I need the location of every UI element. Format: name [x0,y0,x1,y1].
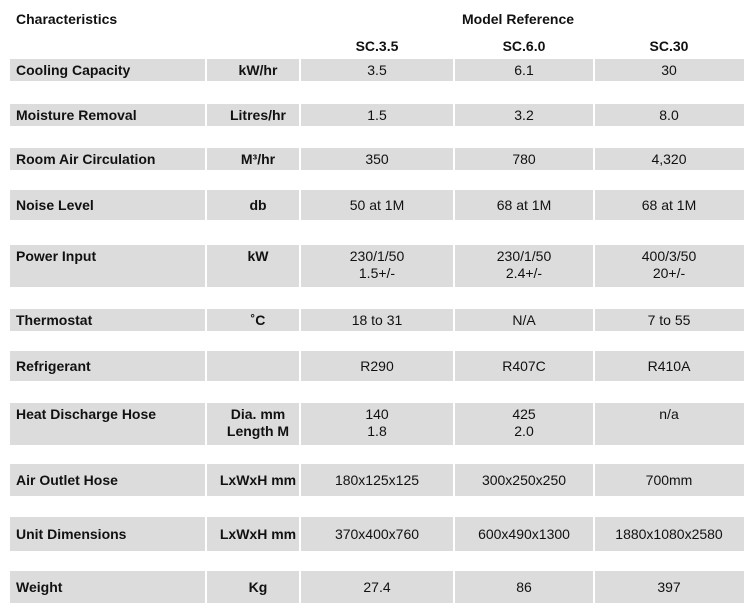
characteristic-label: Unit Dimensions [16,526,127,542]
sc35-value: R290 [360,358,394,374]
sc30-value: R410A [647,358,691,374]
sc30-value: 400/3/50 [641,248,697,264]
sc30-value: 397 [657,579,681,595]
spec-row [10,190,744,220]
sc60-value: 780 [512,151,536,167]
sc35-value: 230/1/50 [349,248,405,264]
unit-label: Kg [248,579,268,595]
sc35-value-secondary: 1.8 [367,423,387,439]
spec-row [10,403,744,445]
sc60-value-secondary: 2.0 [514,423,534,439]
sc60-value: 300x250x250 [481,472,567,488]
unit-label: LxWxH mm [219,526,297,542]
characteristic-label: Thermostat [16,312,93,328]
unit-label: db [249,197,267,213]
sc30-value: 700mm [645,472,693,488]
sc35-value: 1.5 [367,107,387,123]
sc35-value: 27.4 [363,579,391,595]
spec-row [10,571,744,603]
spec-row [10,309,744,331]
spec-row [10,517,744,551]
sc35-value: 370x400x760 [334,526,420,542]
sc30-value: 7 to 55 [647,312,691,328]
sc60-value: 68 at 1M [496,197,552,213]
spec-row [10,148,744,170]
unit-label: kW [247,248,269,264]
sc30-value: 30 [661,62,677,78]
sc60-value: 425 [512,406,536,422]
unit-label: kW/hr [238,62,278,78]
spec-row [10,351,744,381]
sc60-value: 600x490x1300 [478,526,570,542]
sc35-value: 140 [365,406,389,422]
model-sc35-heading: SC.3.5 [355,38,399,54]
sc60-value: 6.1 [514,62,534,78]
characteristic-label: Refrigerant [16,358,91,374]
sc60-value: 3.2 [514,107,534,123]
sc30-value: 8.0 [659,107,679,123]
unit-label: M³/hr [240,151,276,167]
characteristic-label: Noise Level [16,197,94,213]
unit-label: LxWxH mm [219,472,297,488]
sc35-value-secondary: 1.5+/- [358,265,396,281]
unit-label: Litres/hr [229,107,286,123]
sc60-value: 230/1/50 [496,248,552,264]
sc60-value: N/A [512,312,536,328]
sc30-value: n/a [659,406,679,422]
sc35-value: 50 at 1M [349,197,405,213]
characteristic-label: Air Outlet Hose [16,472,118,488]
unit-label-secondary: Length M [226,423,290,439]
spec-row [10,104,744,126]
characteristic-label: Moisture Removal [16,107,137,123]
sc60-value-secondary: 2.4+/- [505,265,543,281]
sc30-value: 1880x1080x2580 [615,526,723,542]
model-sc60-heading: SC.6.0 [502,38,546,54]
sc35-value: 18 to 31 [351,312,403,328]
model-sc30-heading: SC.30 [649,38,689,54]
characteristics-heading: Characteristics [16,11,118,27]
sc30-value-secondary: 20+/- [652,265,686,281]
sc35-value: 180x125x125 [334,472,420,488]
sc35-value: 3.5 [367,62,387,78]
sc35-value: 350 [365,151,389,167]
sc30-value: 68 at 1M [641,197,697,213]
sc60-value: 86 [516,579,532,595]
unit-label: Dia. mm [230,406,286,422]
characteristic-label: Power Input [16,248,97,264]
characteristic-label: Heat Discharge Hose [16,406,157,422]
sc30-value: 4,320 [651,151,687,167]
model-reference-heading: Model Reference [462,11,575,27]
spec-row [10,464,744,496]
characteristic-label: Cooling Capacity [16,62,131,78]
characteristic-label: Weight [16,579,63,595]
spec-row [10,245,744,287]
unit-label: ˚C [250,312,266,328]
characteristic-label: Room Air Circulation [16,151,156,167]
spec-row [10,59,744,81]
sc60-value: R407C [502,358,546,374]
